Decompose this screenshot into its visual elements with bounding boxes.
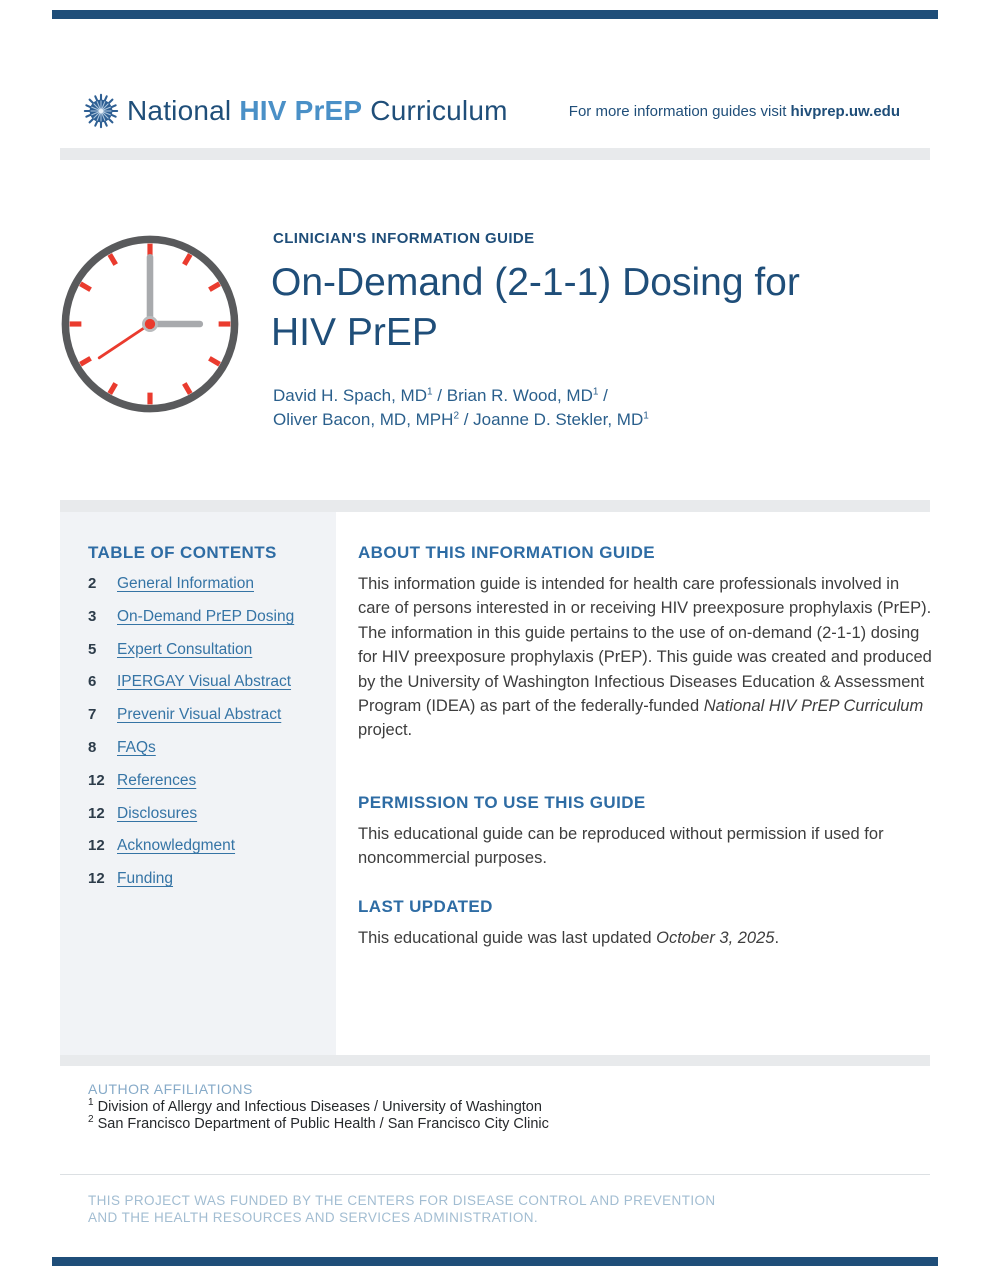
authors-separator: / xyxy=(598,386,608,405)
about-paragraph xyxy=(358,572,933,743)
toc-page-number: 2 xyxy=(88,575,97,592)
logo-word-curriculum: Curriculum xyxy=(370,95,508,126)
affiliation-2 xyxy=(88,1116,549,1132)
toc-row xyxy=(88,805,318,838)
toc-link-faqs[interactable]: FAQs xyxy=(117,738,156,756)
affiliations-heading: AUTHOR AFFILIATIONS xyxy=(88,1081,253,1097)
toc-list xyxy=(88,575,318,903)
title-line-1: On-Demand (2-1-1) Dosing for xyxy=(271,261,800,304)
virus-logo-icon xyxy=(82,92,120,130)
toc-row xyxy=(88,772,318,805)
header-divider-band xyxy=(60,148,930,160)
about-text: This information guide is intended for health care professionals involved in care of persons interested in or receiving HIV preexposure prophylaxis (PrEP). The information in this guide pertains to the use of on-demand (2-1-1) dosing for HIV preexposure prophylaxis (PrEP). This guide was created and produced by the University of Washington Infectious Diseases Education & Assessment Program (IDEA) as part of the federally-funded xyxy=(358,575,932,716)
clock-illustration xyxy=(56,230,244,418)
last-updated-heading: LAST UPDATED xyxy=(358,897,493,916)
toc-link-prevenir-visual-abstract[interactable]: Prevenir Visual Abstract xyxy=(117,706,282,724)
toc-page-number: 12 xyxy=(88,804,105,822)
logo-wordmark xyxy=(127,95,508,127)
affiliation-1-text: Division of Allergy and Infectious Diseases / University of Washington xyxy=(93,1099,542,1115)
toc-page-number: 7 xyxy=(88,706,97,724)
table-of-contents-panel xyxy=(60,512,336,1055)
tagline-link[interactable]: hivprep.uw.edu xyxy=(790,103,900,120)
toc-link-ipergay-visual-abstract[interactable]: IPERGAY Visual Abstract xyxy=(117,673,292,691)
toc-row xyxy=(88,673,318,706)
section-divider-band xyxy=(60,500,930,512)
toc-link-references[interactable]: References xyxy=(117,771,197,789)
author-1: David H. Spach, MD xyxy=(273,386,427,405)
last-updated-period: . xyxy=(774,929,780,947)
toc-page-number: 8 xyxy=(88,738,97,756)
toc-page-number: 12 xyxy=(88,870,105,888)
author-2: / Brian R. Wood, MD xyxy=(432,386,593,405)
last-updated-date: October 3, 2025 xyxy=(656,929,775,947)
author-3-affil-sup: 2 xyxy=(453,410,459,422)
last-updated-text: This educational guide was last updated xyxy=(358,929,657,947)
author-1-affil-sup: 1 xyxy=(427,386,433,398)
authors xyxy=(273,384,649,432)
funding-note-line-2: AND THE HEALTH RESOURCES AND SERVICES ADMINISTRATION. xyxy=(88,1210,539,1225)
title-line-2: HIV PrEP xyxy=(271,311,438,354)
toc-link-disclosures[interactable]: Disclosures xyxy=(117,804,198,822)
toc-page-number: 5 xyxy=(88,640,97,658)
toc-row xyxy=(88,739,318,772)
author-3: Oliver Bacon, MD, MPH xyxy=(273,410,454,429)
toc-page-number: 3 xyxy=(88,607,97,625)
toc-row xyxy=(88,608,318,641)
footer-divider-band xyxy=(60,1055,930,1066)
permission-heading: PERMISSION TO USE THIS GUIDE xyxy=(358,793,646,812)
toc-row xyxy=(88,837,318,870)
eyebrow-label: CLINICIAN'S INFORMATION GUIDE xyxy=(273,230,535,247)
header-tagline xyxy=(569,103,900,120)
funding-note-line-1: THIS PROJECT WAS FUNDED BY THE CENTERS FOR DISEASE CONTROL AND PREVENTION xyxy=(88,1193,716,1208)
toc-row xyxy=(88,870,318,903)
about-project-name: National HIV PrEP Curriculum xyxy=(703,697,924,716)
logo-word-hivprep: HIV PrEP xyxy=(239,95,363,126)
toc-page-number: 12 xyxy=(88,837,105,855)
affiliation-1 xyxy=(88,1099,542,1115)
logo xyxy=(82,92,508,130)
affiliation-2-text: San Francisco Department of Public Health / San Francisco City Clinic xyxy=(93,1116,549,1132)
bottom-rule-bar xyxy=(52,1257,938,1266)
last-updated-paragraph xyxy=(358,926,933,950)
author-2-affil-sup: 1 xyxy=(592,386,599,398)
footer-rule xyxy=(60,1174,930,1175)
author-4-affil-sup: 1 xyxy=(643,410,649,422)
toc-link-on-demand-prep-dosing[interactable]: On-Demand PrEP Dosing xyxy=(117,607,295,625)
toc-link-funding[interactable]: Funding xyxy=(117,870,174,888)
toc-link-general-information[interactable]: General Information xyxy=(117,575,254,592)
toc-page-number: 6 xyxy=(88,673,97,691)
author-4: / Joanne D. Stekler, MD xyxy=(459,410,644,429)
affiliation-1-sup: 1 xyxy=(88,1097,94,1109)
top-rule-bar xyxy=(52,10,938,19)
toc-row xyxy=(88,641,318,674)
toc-page-number: 12 xyxy=(88,771,105,789)
toc-row xyxy=(88,706,318,739)
tagline-text: For more information guides visit xyxy=(568,103,791,120)
about-heading: ABOUT THIS INFORMATION GUIDE xyxy=(358,543,656,562)
toc-row xyxy=(88,575,318,608)
page-title xyxy=(271,258,911,358)
permission-paragraph: This educational guide can be reproduced without permission if used for noncommercial purposes. xyxy=(358,825,884,868)
about-text-end: project. xyxy=(358,721,413,740)
header xyxy=(60,92,930,140)
toc-link-acknowledgment[interactable]: Acknowledgment xyxy=(117,837,236,855)
logo-word-national: National xyxy=(127,95,232,126)
toc-heading: TABLE OF CONTENTS xyxy=(88,543,277,562)
toc-link-expert-consultation[interactable]: Expert Consultation xyxy=(117,640,253,658)
affiliation-2-sup: 2 xyxy=(88,1114,94,1126)
